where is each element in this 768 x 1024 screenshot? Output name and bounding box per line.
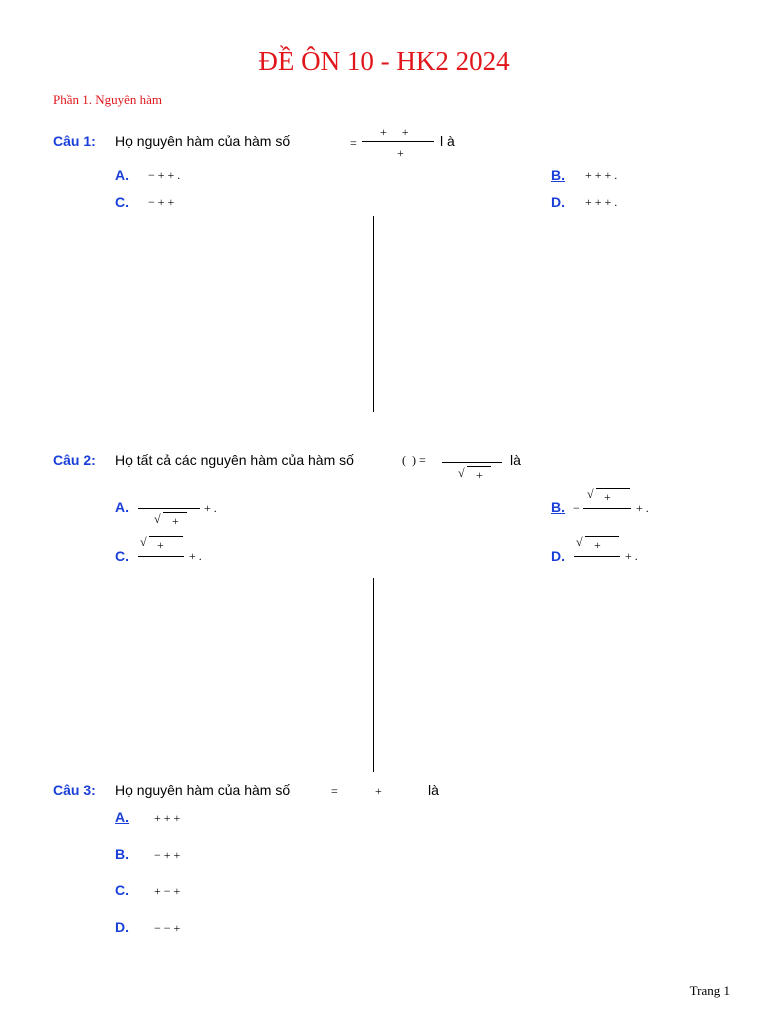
option-b-label[interactable]: B. — [551, 167, 565, 183]
fraction-bar — [362, 141, 434, 142]
question-text: Họ nguyên hàm của hàm số — [115, 133, 291, 149]
fraction-bar — [583, 508, 631, 509]
option-b-expr: − + + — [154, 848, 181, 862]
numerator: + — [594, 538, 601, 552]
option-b-expr: + + + . — [585, 168, 618, 182]
sqrt-bar — [585, 536, 619, 537]
fraction-bar — [574, 556, 620, 557]
option-c-expr: − + + — [148, 195, 175, 209]
option-c-expr: + . — [189, 549, 202, 563]
sqrt-bar — [467, 466, 491, 467]
divider-line — [373, 578, 374, 772]
denominator: + — [476, 468, 483, 482]
option-d-expr: + + + . — [585, 195, 618, 209]
option-a-expr: + . — [204, 501, 217, 515]
section-heading: Phần 1. Nguyên hàm — [53, 92, 163, 107]
sqrt-bar — [149, 536, 183, 537]
fraction-bar — [138, 508, 200, 509]
option-c-label[interactable]: C. — [115, 882, 129, 898]
question-text: Họ nguyên hàm của hàm số — [115, 782, 291, 798]
option-c-label[interactable]: C. — [115, 548, 129, 564]
fraction-bar — [442, 462, 502, 463]
minus-sign: − — [573, 501, 580, 515]
sqrt-symbol: √ — [458, 466, 465, 480]
question-suffix: là — [510, 452, 521, 468]
denominator: + — [172, 514, 179, 528]
question-label: Câu 2: — [53, 452, 96, 468]
equals-sign: = — [331, 784, 338, 798]
question-label: Câu 1: — [53, 133, 96, 149]
question-text: Họ tất cả các nguyên hàm của hàm số — [115, 452, 354, 468]
option-d-expr: − − + — [154, 921, 181, 935]
page-number: Trang 1 — [689, 983, 730, 998]
sqrt-symbol: √ — [140, 535, 147, 549]
numerator: + + — [380, 125, 409, 139]
option-c-label[interactable]: C. — [115, 194, 129, 210]
option-d-expr: + . — [625, 549, 638, 563]
sqrt-bar — [596, 488, 630, 489]
plus-sign: + — [375, 784, 382, 798]
option-a-expr: − + + . — [148, 168, 181, 182]
option-d-label[interactable]: D. — [115, 919, 129, 935]
option-a-label[interactable]: A. — [115, 809, 129, 825]
numerator: + — [157, 538, 164, 552]
sqrt-symbol: √ — [587, 487, 594, 501]
option-b-expr: + . — [636, 501, 649, 515]
denominator: + — [397, 146, 404, 160]
question-suffix: l à — [440, 133, 455, 149]
option-a-expr: + + + — [154, 811, 181, 825]
sqrt-bar — [163, 512, 187, 513]
option-d-label[interactable]: D. — [551, 548, 565, 564]
sqrt-symbol: √ — [576, 535, 583, 549]
numerator: + — [604, 490, 611, 504]
function-expr: ( ) = — [402, 453, 426, 467]
option-b-label[interactable]: B. — [551, 499, 565, 515]
option-c-expr: + − + — [154, 884, 181, 898]
page-title: ĐỀ ÔN 10 - HK2 2024 — [258, 46, 510, 76]
question-label: Câu 3: — [53, 782, 96, 798]
question-suffix: là — [428, 782, 439, 798]
equals-sign: = — [350, 136, 357, 150]
fraction-bar — [138, 556, 184, 557]
divider-line — [373, 216, 374, 412]
sqrt-symbol: √ — [154, 512, 161, 526]
option-a-label[interactable]: A. — [115, 499, 129, 515]
option-a-label[interactable]: A. — [115, 167, 129, 183]
option-d-label[interactable]: D. — [551, 194, 565, 210]
option-b-label[interactable]: B. — [115, 846, 129, 862]
